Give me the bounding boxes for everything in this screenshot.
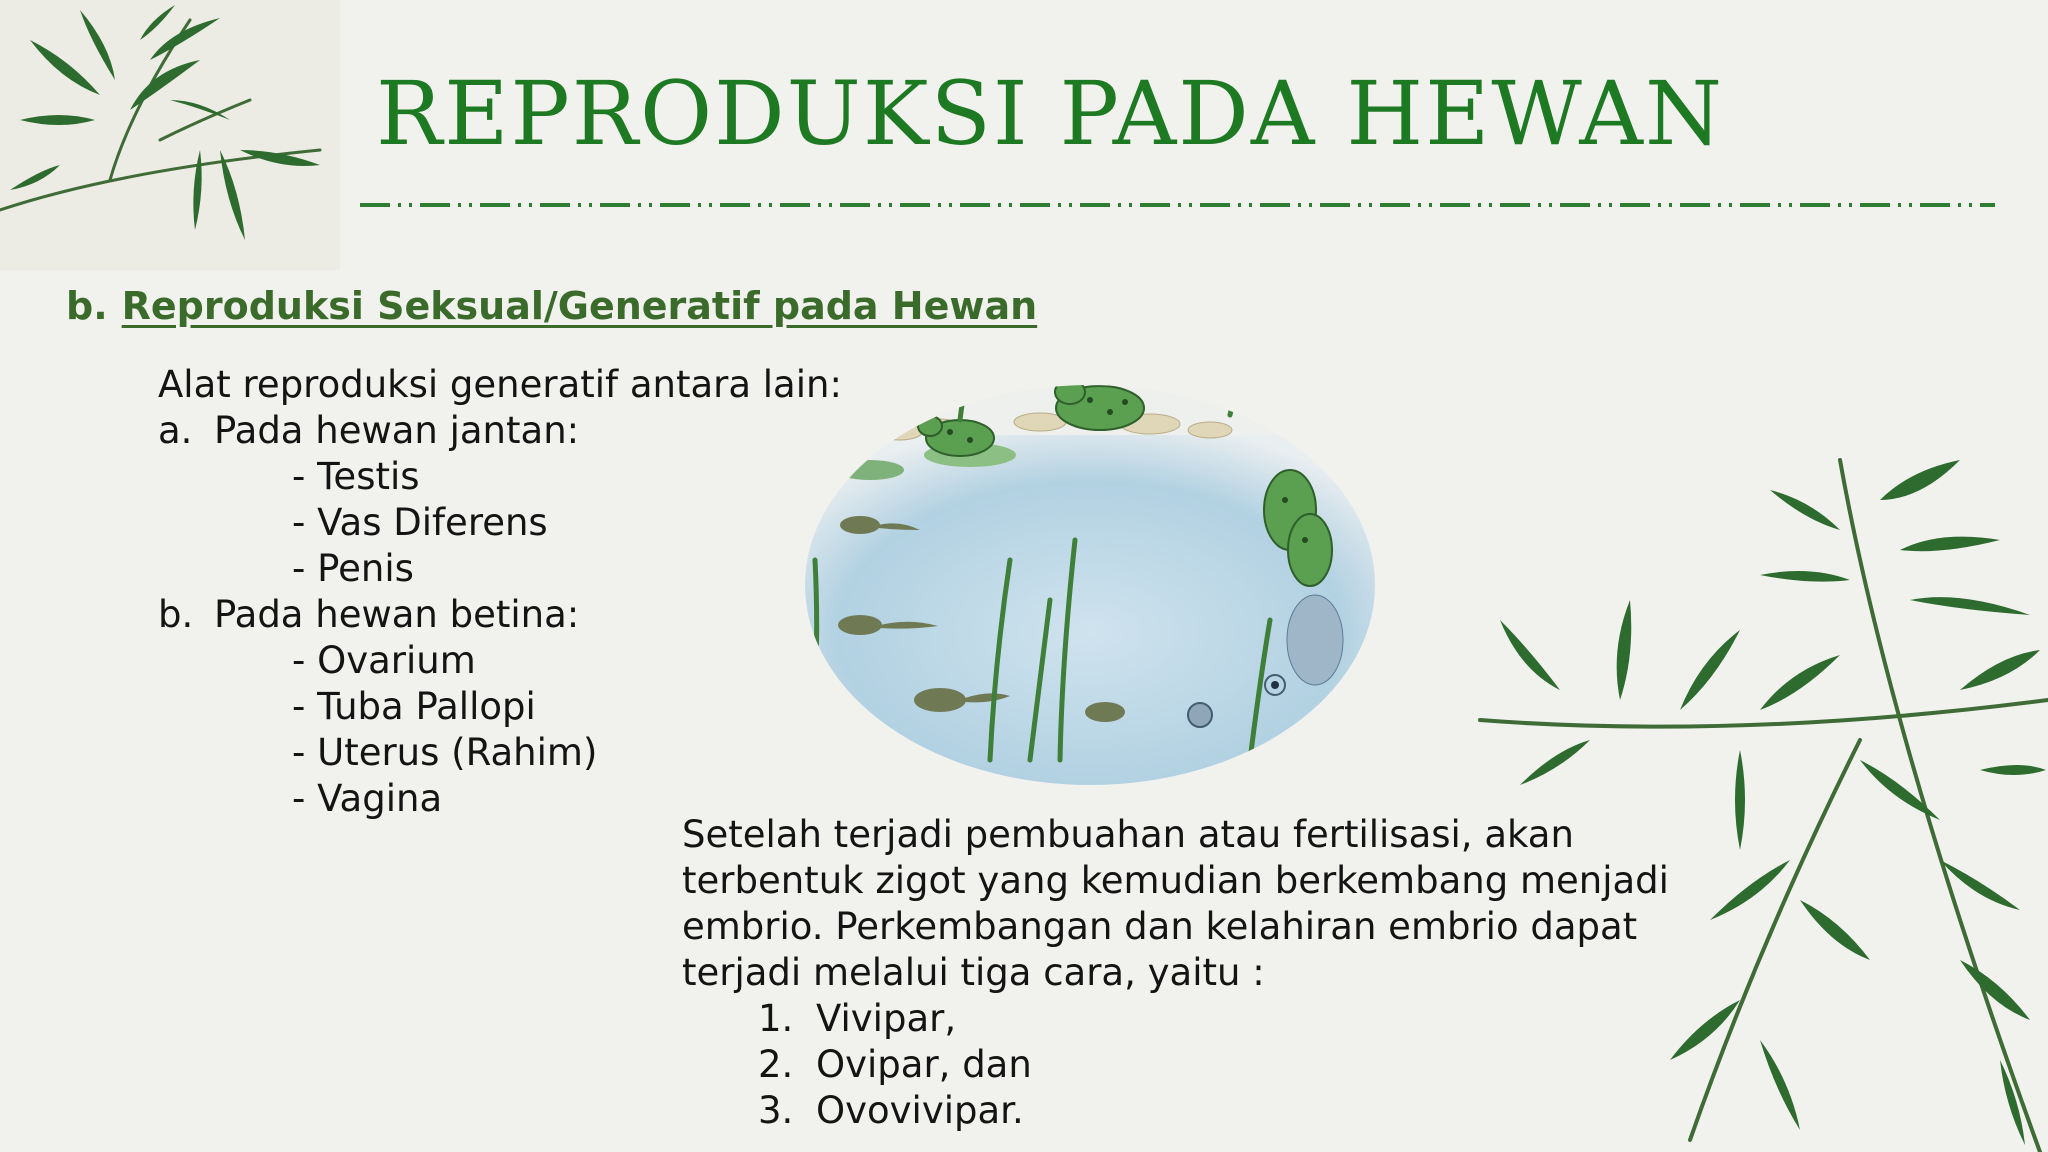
male-label: Pada hewan jantan: [214,409,580,452]
female-label-row [158,592,597,638]
male-label-row [158,408,579,454]
list-letter: a. [158,409,193,452]
section-heading [66,284,1037,328]
list-item: - Vagina [292,777,443,820]
list-item-label: Vivipar, [816,997,957,1040]
list-number: 1. [758,997,794,1040]
female-organs-list [158,592,597,822]
paragraph-line: terjadi melalui tiga cara, yaitu : [682,951,1265,994]
title-divider [360,198,1995,212]
development-ways-list [758,996,1032,1134]
intro-text: Alat reproduksi generatif antara lain: [158,363,842,406]
list-number: 2. [758,1043,794,1086]
section-prefix: b. [66,284,108,328]
list-item: - Testis [292,455,420,498]
list-item: - Tuba Pallopi [292,685,536,728]
list-item: - Vas Diferens [292,501,548,544]
frog-life-cycle-illustration [790,360,1390,790]
male-organs-list [158,408,579,592]
paragraph-line: terbentuk zigot yang kemudian berkembang menjadi [682,859,1669,902]
list-letter: b. [158,593,194,636]
list-item-label: Ovovivipar. [816,1089,1024,1132]
slide-title: REPRODUKSI PADA HEWAN [376,62,1724,165]
bamboo-branch-icon [1440,440,2048,1152]
list-item [758,1088,1032,1134]
list-item-label: Ovipar, dan [816,1043,1032,1086]
list-item: - Uterus (Rahim) [292,731,598,774]
list-item [758,996,1032,1042]
list-number: 3. [758,1089,794,1132]
paragraph-line: Setelah terjadi pembuahan atau fertilisasi, akan [682,813,1574,856]
female-label: Pada hewan betina: [214,593,580,636]
list-item: - Penis [292,547,414,590]
list-item: - Ovarium [292,639,476,682]
paragraph-line: embrio. Perkembangan dan kelahiran embrio dapat [682,905,1638,948]
bamboo-branch-icon [0,0,340,270]
section-heading-text: Reproduksi Seksual/Generatif pada Hewan [121,284,1038,328]
list-item [758,1042,1032,1088]
